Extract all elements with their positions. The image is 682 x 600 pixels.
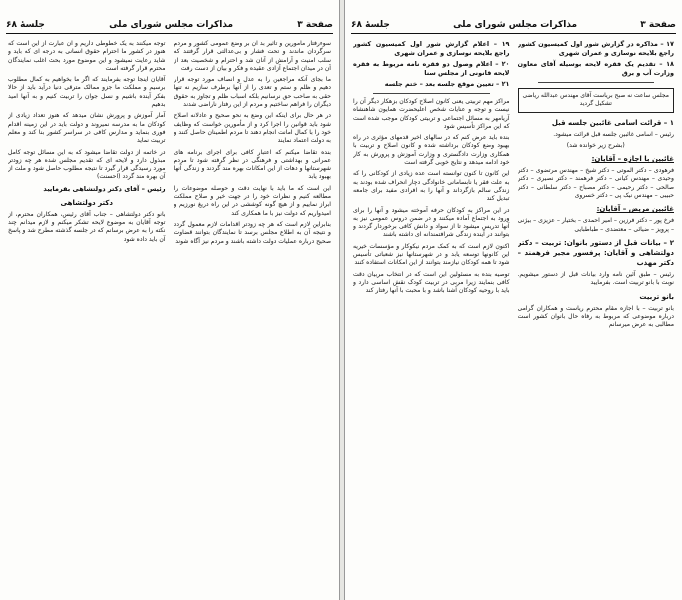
speaker-name: بانو تربیت	[639, 292, 674, 301]
paragraph: اکنون لازم است که به کمک مردم نیکوکار و مؤسسات خیریه این کانونها توسعه یابد و در شهرستانها نیز شعباتی تأسیس شود تا همه کودکان نیازمند بتوانند از این امکانات استفاده کنند	[353, 242, 510, 267]
speaker-line: رئیس – آقای دکتر دولتشاهی بفرمایید	[43, 184, 166, 193]
right-page-col-right	[518, 40, 675, 596]
agenda-item: ۲۰ – اعلام وصول دو فقره نامه مربوط به فقره لایحه قانونی از مجلس سنا	[353, 60, 510, 77]
agenda-item: ۱۸ – تقدیم یک فقره لایحه بوسیله آقای معاون وزارت آب و برق	[517, 60, 674, 77]
paragraph: بانو دکتر دولتشاهی – جناب آقای رئیس، همکاران محترم، از توجه آقایان به موضوع لایحه تشکر میکنم و لازم میدانم چند نکته را به عرض برسانم که در جلسه گذشته مطرح شد و پاسخ آن باید داده شود	[8, 210, 166, 243]
paragraph: سوءرفتار مأمورین و تأثیر بد آن بر وضع عمومی کشور و مردم سرگردان ماندند و تحت فشار و بی‌عدالتی قرار گرفتند که سلب امنیت و آرامش از آنان شد و احترام و شخصیت بعد از آن در میدان اجتماع آزادی عقیده و فکر و بیان از دست رفت	[173, 40, 331, 72]
paragraph: (بشرح زیر خوانده شد)	[566, 141, 625, 149]
left-page-columns	[8, 40, 331, 596]
page-label: صفحة ۳	[297, 19, 333, 30]
left-page-header	[6, 18, 333, 34]
sub-heading: غائبین با اجازه – آقایان:	[591, 155, 674, 164]
paragraph: مراکز مهم تربیتی یعنی کانون اصلاح کودکان بزهکار دیگر آن را نیست و توجه و عنایات شخص اعلیحضرت همایون شاهنشاه آریامهر به مسائل اجتماعی و تربیتی کودکان موجب شده است که این مراکز تأسیس شود	[353, 98, 510, 130]
paragraph: این است که ما باید با نهایت دقت و حوصله موضوعات را مطالعه کنیم و نظرات خود را در جهت خیر و صلاح مملکت ابراز نماییم و از هیچ گونه کوششی در این راه دریغ نورزیم و امیدواریم که دولت نیز با ما همکاری کند	[173, 184, 331, 217]
paragraph: ما بجای آنکه مراجعین را به عدل و انصاف مورد توجه قرار دهیم و ظلم و ستم و تعدی را از آنها برطرف سازیم نه تنها حقی به صاحب حق نرسانیم بلکه اسباب ظلم و تجاوز به حقوق دیگران را فراهم ساختیم و مردم از این رفتار ناراضی شدند	[173, 76, 331, 109]
paragraph: بنابراین لازم است که هر چه زودتر اقدامات لازم معمول گردد و نتیجه آن به اطلاع مجلس برسد تا نمایندگان بتوانند قضاوت صحیح درباره عملیات دولت داشته باشند و مردم نیز آگاه شوند	[173, 220, 331, 245]
paragraph: توجه میکنند به یک خطوطی داریم و آن عبارت از این است که هنوز در کشور ما احترام حقوق انسانی به درجه ای که باید و شاید رعایت نمیشود و این موضوع مورد بحث اغلب نمایندگان محترم قرار گرفته است	[8, 40, 166, 72]
page-title: مذاکرات مجلس شورای ملی	[453, 19, 578, 30]
section-heading: ۲ – بیانات قبل از دستور بانوان: تربیت – دکتر دولتشاهی و آقایان: پرفسور مجیر فرهمند – دکتر مهذب	[517, 238, 674, 267]
paragraph: رئیس – اسامی غائبین جلسه قبل قرائت میشود.	[553, 130, 674, 138]
right-page-header	[351, 18, 676, 34]
paragraph: توصیه بنده به مسئولین این است که در انتخاب مربیان دقت کافی بنمایند زیرا مربی در تربیت کودک نقش اساسی دارد و باید با روحیه کودکان آشنا باشد و با محبت با آنها رفتار کند	[353, 270, 510, 295]
paragraph: بنده تقاضا میکنم که اعتبار کافی برای اجرای برنامه های عمرانی و بهداشتی و فرهنگی در نظر گرفته شود تا مردم شهرستانها و دهات از این امکانات بهره مند گردند و زندگی آنها بهبود یابد	[173, 148, 331, 181]
right-page-col-left	[353, 40, 510, 596]
paragraph: بنده باید عرض کنم که در سالهای اخیر قدمهای مؤثری در راه بهبود وضع کودکان برداشته شده و کانون اصلاح و تربیت با همکاری وزارت دادگستری و وزارت آموزش و پرورش به کار خود ادامه میدهد و نتایج خوبی گرفته است	[353, 134, 510, 167]
paragraph: بانو تربیت – با اجازه مقام محترم ریاست و همکاران گرامی درباره موضوعی که مربوط به رفاه حال بانوان کشور است مطالبی به عرض میرسانم	[517, 304, 674, 329]
agenda-item: ۱۹ – اعلام گزارش شور اول کمیسیون کشور راجع بلایحه نوسازی و عمران شهری	[353, 40, 510, 57]
session-opening-note: مجلس ساعت نه صبح بریاست آقای مهندس عبدالله ریاضی تشکیل گردید	[518, 88, 675, 113]
left-page-col-right	[174, 40, 332, 596]
paragraph: این کانون تا کنون توانسته است عده زیادی از کودکانی را که به علت فقر یا نابسامانی خانوادگی دچار انحراف شده بودند به زندگی سالم بازگرداند و آنها را به افرادی مفید برای جامعه تبدیل کند	[353, 170, 510, 203]
left-page	[0, 0, 339, 600]
session-number: جلسهٔ ۶۸	[351, 19, 390, 30]
paragraph: آمار آموزش و پرورش نشان میدهد که هنوز تعداد زیادی از کودکان ما به مدرسه نمیروند و دولت باید در این زمینه اقدام فوری بنماید و مدارس کافی در سراسر کشور بنا کند و معلم تربیت نماید	[8, 112, 166, 145]
agenda-item: ۱۷ – مذاکره در گزارش شور اول کمیسیون کشور راجع بلایحه نوسازی و عمران شهری	[517, 40, 674, 57]
session-number: جلسهٔ ۶۸	[6, 19, 45, 30]
agenda-item: ۲۱ – تعیین موقع جلسه بعد – ختم جلسه	[384, 80, 510, 88]
paragraph: در هر حال برای اینکه این وضع به نحو صحیح و عادلانه اصلاح شود باید قوانین را اجرا کرد و از مأمورین خواست که وظایف خود را با کمال امانت انجام دهند تا مردم اطمینان حاصل کنند و به دولت اعتماد نمایند	[173, 112, 331, 145]
speaker-name: دکتر دولتشاهی	[60, 198, 113, 207]
right-page-columns	[353, 40, 674, 596]
left-page-col-left	[8, 40, 166, 596]
page-label: صفحة ۳	[640, 19, 676, 30]
paragraph: آقایان اینجا توجه بفرمایند که اگر ما بخواهیم به کمال مطلوب برسیم و مملکت ما جزو ممالک مترقی دنیا درآید باید از حالا بفکر آینده باشیم و نسل جوان را تربیت کنیم و به آنها امید بدهیم	[8, 76, 166, 109]
section-heading: ۱ – قرائت اسامی غائبین جلسه قبل	[551, 118, 674, 127]
paragraph: فرخ پور – دکتر فرزین – امیر احمدی – بختیار – عزیزی – بیژنی – پرویز – ضیائی – معتضدی – طباطبایی	[517, 217, 674, 233]
divider	[373, 93, 490, 94]
divider	[538, 82, 655, 83]
right-page	[345, 0, 682, 600]
paragraph: در خاتمه از دولت تقاضا میشود که به این مسائل توجه کامل مبذول دارد و لایحه ای که تقدیم مجلس شده هر چه زودتر مورد رسیدگی قرار گیرد تا نتیجه مطلوب حاصل شود و ملت از آن بهره مند گردد (احسنت)	[8, 148, 166, 181]
paragraph: رئیس – طبق آئین نامه وارد بیانات قبل از دستور میشویم. نوبت با بانو تربیت است. بفرمایید	[517, 270, 674, 287]
sub-heading: غائبین مریض – آقایان:	[596, 205, 674, 214]
paragraph: در این مراکز به کودکان حرفه آموخته میشود و آنها را برای ورود به اجتماع آماده میکنند و در ضمن دروس عمومی نیز به آنها تدریس میشود تا از سواد و دانش کافی برخوردار گردند و بتوانند در آینده زندگی شرافتمندانه ای داشته باشند	[353, 206, 510, 239]
page-title: مذاکرات مجلس شورای ملی	[109, 19, 234, 30]
paragraph: فرهودی – دکتر الموتی – دکتر شیخ – مهندس مرتضوی – دکتر وحیدی – مهندس کیانی – دکتر فرهمند – دکتر نصیری – دکتر صالحی – دکتر رحیمی – دکتر مصباح – دکتر سلطانی – دکتر حبیبی – مهندس نیک پی – دکتر خسروی	[517, 167, 674, 200]
